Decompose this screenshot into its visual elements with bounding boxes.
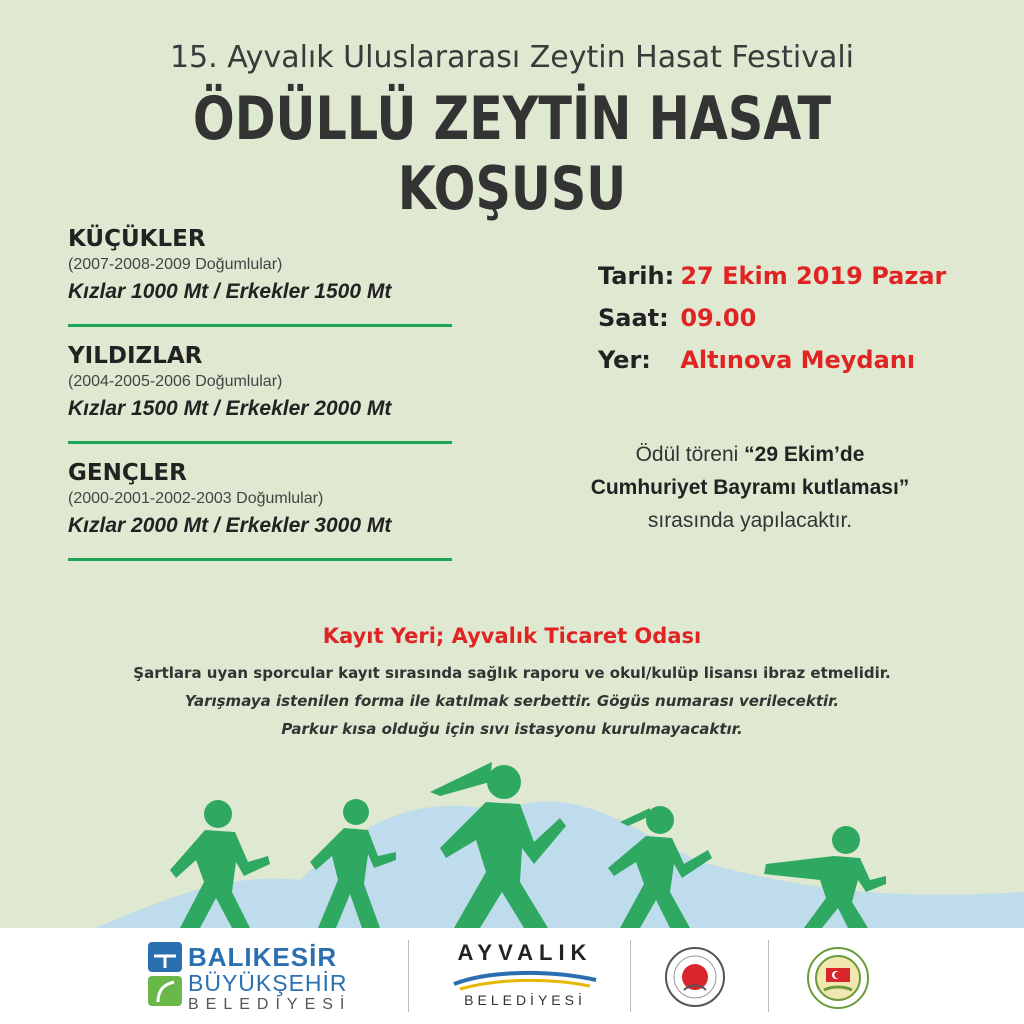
category-name: GENÇLER [68,460,187,486]
footer-divider [630,940,631,1012]
balikesir-line-3: BELEDİYESİ [188,996,352,1013]
footer-divider [408,940,409,1012]
category-name: KÜÇÜKLER [68,226,206,252]
ceremony-note [540,438,960,537]
date-label: Tarih: [598,262,675,290]
category-distance: Kızlar 1500 Mt / Erkekler 2000 Mt [68,397,392,420]
ayvalik-logo [440,940,610,1008]
place-value: Altınova Meydanı [680,346,916,374]
registration-rule-1: Şartlara uyan sporcular kayıt sırasında sağlık raporu ve okul/kulüp lisansı ibraz etmelidir. [133,664,891,682]
ayvalik-wave-icon [450,970,600,992]
event-date [598,262,946,304]
page-title: ÖDÜLLÜ ZEYTİN HASAT KOŞUSU [192,84,832,224]
festival-subtitle: 15. Ayvalık Uluslararası Zeytin Hasat Festivali [169,40,855,75]
runners-illustration [0,752,1024,930]
registration-rule-3: Parkur kısa olduğu için sıvı istasyonu kurulmayacaktır. [281,720,743,738]
time-label: Saat: [598,304,669,332]
ceremony-highlight-2: Cumhuriyet Bayramı kutlaması” [590,476,910,499]
time-value: 09.00 [680,304,757,332]
event-place [598,346,946,388]
ziraat-odasi-seal-icon [806,946,870,1010]
category-list [68,226,452,577]
category-item [68,226,452,343]
ceremony-suffix: sırasında yapılacaktır. [647,509,853,532]
balikesir-logo [148,942,352,1013]
category-years: (2004-2005-2006 Doğumlular) [68,373,283,390]
date-value: 27 Ekim 2019 Pazar [680,262,947,290]
category-distance: Kızlar 2000 Mt / Erkekler 3000 Mt [68,514,392,537]
ceremony-prefix: Ödül töreni [635,443,739,466]
footer-logos [0,928,1024,1024]
category-name: YILDIZLAR [68,343,203,369]
divider [68,441,452,444]
registration-rule-2: Yarışmaya istenilen forma ile katılmak serbettir. Gögüs numarası verilecektir. [184,692,840,710]
divider [68,324,452,327]
ceremony-highlight-1: “29 Ekim’de [744,443,865,466]
category-item [68,460,452,577]
category-item [68,343,452,460]
ticaret-odasi-seal-icon [664,946,726,1008]
event-time [598,304,946,346]
event-info [598,262,946,388]
footer-divider [768,940,769,1012]
category-years: (2000-2001-2002-2003 Doğumlular) [68,490,324,507]
divider [68,558,452,561]
category-distance: Kızlar 1000 Mt / Erkekler 1500 Mt [68,280,392,303]
place-label: Yer: [598,346,651,374]
category-years: (2007-2008-2009 Doğumlular) [68,256,283,273]
ayvalik-line-2: BELEDİYESİ [464,992,586,1008]
balikesir-logo-icon [148,942,182,1008]
ayvalik-line-1: AYVALIK [457,940,593,965]
registration-title: Kayıt Yeri; Ayvalık Ticaret Odası [322,624,702,648]
balikesir-line-1: BALIKESİR [188,942,338,972]
balikesir-line-2: BÜYÜKŞEHİR [188,970,348,996]
